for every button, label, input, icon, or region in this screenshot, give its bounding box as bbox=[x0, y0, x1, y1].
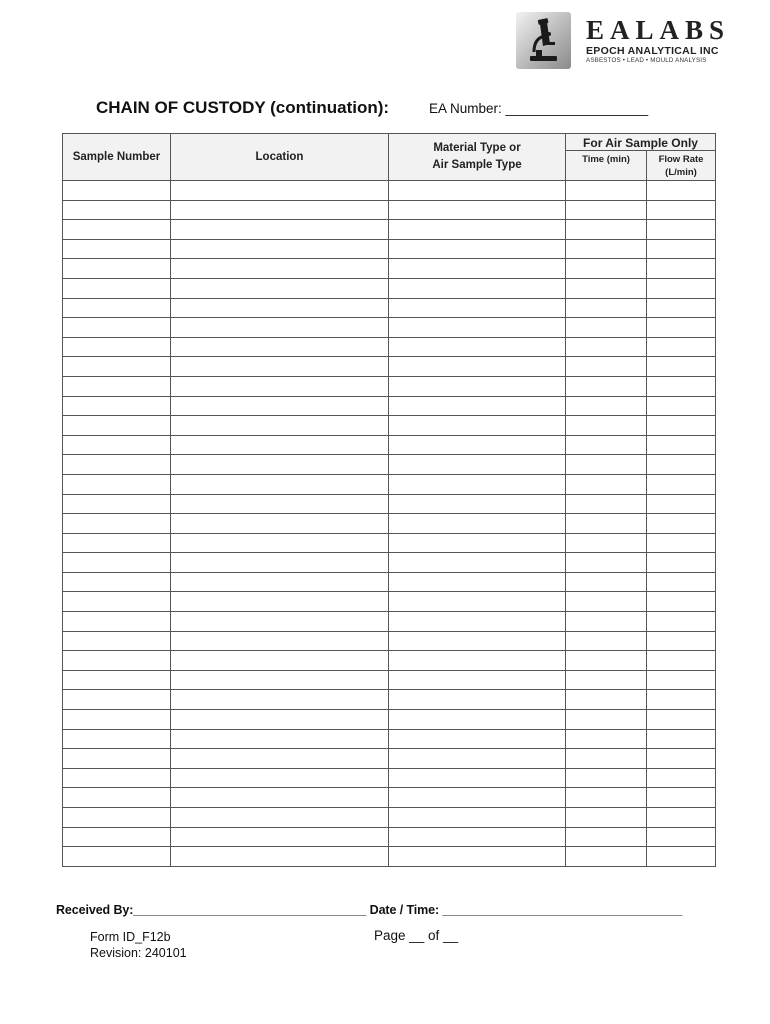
chain-of-custody-table bbox=[62, 133, 716, 867]
sample-number-cell[interactable] bbox=[63, 729, 171, 749]
location-cell[interactable] bbox=[171, 749, 389, 769]
sample-number-cell[interactable] bbox=[63, 259, 171, 279]
flow-rate-cell[interactable] bbox=[647, 788, 716, 808]
sample-number-cell[interactable] bbox=[63, 572, 171, 592]
flow-rate-cell[interactable] bbox=[647, 827, 716, 847]
material-type-cell[interactable] bbox=[389, 670, 566, 690]
material-type-cell[interactable] bbox=[389, 357, 566, 377]
sample-number-cell[interactable] bbox=[63, 631, 171, 651]
flow-rate-cell[interactable] bbox=[647, 298, 716, 318]
flow-rate-cell[interactable] bbox=[647, 729, 716, 749]
time-cell[interactable] bbox=[566, 376, 647, 396]
flow-rate-cell[interactable] bbox=[647, 631, 716, 651]
table-row bbox=[63, 592, 716, 612]
material-type-cell[interactable] bbox=[389, 474, 566, 494]
material-type-cell[interactable] bbox=[389, 533, 566, 553]
sample-number-cell[interactable] bbox=[63, 553, 171, 573]
location-cell[interactable] bbox=[171, 416, 389, 436]
flow-rate-cell[interactable] bbox=[647, 710, 716, 730]
flow-rate-cell[interactable] bbox=[647, 612, 716, 632]
location-cell[interactable] bbox=[171, 357, 389, 377]
sample-number-cell[interactable] bbox=[63, 749, 171, 769]
received-by-line[interactable]: Received By:__________________________________ Date / Time: ___________________________________ bbox=[56, 903, 683, 917]
time-cell[interactable] bbox=[566, 670, 647, 690]
header-location: Location bbox=[171, 134, 389, 181]
location-cell[interactable] bbox=[171, 768, 389, 788]
flow-rate-cell[interactable] bbox=[647, 592, 716, 612]
flow-rate-cell[interactable] bbox=[647, 768, 716, 788]
location-cell[interactable] bbox=[171, 631, 389, 651]
table-row bbox=[63, 200, 716, 220]
location-cell[interactable] bbox=[171, 239, 389, 259]
sample-number-cell[interactable] bbox=[63, 337, 171, 357]
location-cell[interactable] bbox=[171, 220, 389, 240]
flow-rate-cell[interactable] bbox=[647, 278, 716, 298]
sample-number-cell[interactable] bbox=[63, 612, 171, 632]
table-row bbox=[63, 690, 716, 710]
table-row bbox=[63, 827, 716, 847]
table-row bbox=[63, 357, 716, 377]
flow-rate-cell[interactable] bbox=[647, 455, 716, 475]
flow-rate-cell[interactable] bbox=[647, 220, 716, 240]
table-row bbox=[63, 278, 716, 298]
sample-number-cell[interactable] bbox=[63, 533, 171, 553]
location-cell[interactable] bbox=[171, 847, 389, 867]
location-cell[interactable] bbox=[171, 337, 389, 357]
table-row bbox=[63, 553, 716, 573]
sample-number-cell[interactable] bbox=[63, 181, 171, 201]
table-row bbox=[63, 455, 716, 475]
table-row bbox=[63, 396, 716, 416]
location-cell[interactable] bbox=[171, 318, 389, 338]
table-row bbox=[63, 808, 716, 828]
time-cell[interactable] bbox=[566, 808, 647, 828]
page-number: Page __ of __ bbox=[374, 928, 459, 943]
time-cell[interactable] bbox=[566, 553, 647, 573]
time-cell[interactable] bbox=[566, 259, 647, 279]
location-cell[interactable] bbox=[171, 435, 389, 455]
sample-number-cell[interactable] bbox=[63, 670, 171, 690]
header-time: Time (min) bbox=[566, 151, 647, 181]
material-type-cell[interactable] bbox=[389, 768, 566, 788]
time-cell[interactable] bbox=[566, 337, 647, 357]
table-row bbox=[63, 729, 716, 749]
material-type-cell[interactable] bbox=[389, 710, 566, 730]
sample-number-cell[interactable] bbox=[63, 239, 171, 259]
flow-rate-cell[interactable] bbox=[647, 572, 716, 592]
flow-rate-cell[interactable] bbox=[647, 357, 716, 377]
location-cell[interactable] bbox=[171, 278, 389, 298]
material-type-cell[interactable] bbox=[389, 827, 566, 847]
material-type-cell[interactable] bbox=[389, 572, 566, 592]
flow-rate-cell[interactable] bbox=[647, 435, 716, 455]
header-flow-rate-line2: (L/min) bbox=[665, 167, 697, 178]
table-row bbox=[63, 612, 716, 632]
flow-rate-cell[interactable] bbox=[647, 376, 716, 396]
time-cell[interactable] bbox=[566, 631, 647, 651]
time-cell[interactable] bbox=[566, 514, 647, 534]
location-cell[interactable] bbox=[171, 474, 389, 494]
flow-rate-cell[interactable] bbox=[647, 533, 716, 553]
flow-rate-cell[interactable] bbox=[647, 239, 716, 259]
time-cell[interactable] bbox=[566, 592, 647, 612]
material-type-cell[interactable] bbox=[389, 435, 566, 455]
time-cell[interactable] bbox=[566, 357, 647, 377]
flow-rate-cell[interactable] bbox=[647, 847, 716, 867]
material-type-cell[interactable] bbox=[389, 318, 566, 338]
location-cell[interactable] bbox=[171, 533, 389, 553]
table-row bbox=[63, 514, 716, 534]
header-flow-rate bbox=[647, 151, 716, 181]
time-cell[interactable] bbox=[566, 710, 647, 730]
microscope-icon bbox=[516, 12, 571, 69]
sample-number-cell[interactable] bbox=[63, 847, 171, 867]
header-material-type bbox=[389, 134, 566, 181]
location-cell[interactable] bbox=[171, 181, 389, 201]
sample-number-cell[interactable] bbox=[63, 318, 171, 338]
flow-rate-cell[interactable] bbox=[647, 749, 716, 769]
sample-number-cell[interactable] bbox=[63, 494, 171, 514]
header-air-sample-group: For Air Sample Only bbox=[566, 134, 716, 151]
sample-number-cell[interactable] bbox=[63, 514, 171, 534]
table-row bbox=[63, 651, 716, 671]
time-cell[interactable] bbox=[566, 318, 647, 338]
time-cell[interactable] bbox=[566, 768, 647, 788]
material-type-cell[interactable] bbox=[389, 181, 566, 201]
table-row bbox=[63, 768, 716, 788]
location-cell[interactable] bbox=[171, 455, 389, 475]
time-cell[interactable] bbox=[566, 749, 647, 769]
material-type-cell[interactable] bbox=[389, 847, 566, 867]
sample-number-cell[interactable] bbox=[63, 474, 171, 494]
sample-number-cell[interactable] bbox=[63, 278, 171, 298]
time-cell[interactable] bbox=[566, 827, 647, 847]
sample-number-cell[interactable] bbox=[63, 710, 171, 730]
flow-rate-cell[interactable] bbox=[647, 396, 716, 416]
table-row bbox=[63, 239, 716, 259]
time-cell[interactable] bbox=[566, 651, 647, 671]
table-row bbox=[63, 749, 716, 769]
flow-rate-cell[interactable] bbox=[647, 337, 716, 357]
table-row bbox=[63, 572, 716, 592]
time-cell[interactable] bbox=[566, 239, 647, 259]
table-row bbox=[63, 220, 716, 240]
time-cell[interactable] bbox=[566, 416, 647, 436]
sample-number-cell[interactable] bbox=[63, 768, 171, 788]
material-type-cell[interactable] bbox=[389, 200, 566, 220]
sample-number-cell[interactable] bbox=[63, 455, 171, 475]
material-type-cell[interactable] bbox=[389, 220, 566, 240]
material-type-cell[interactable] bbox=[389, 788, 566, 808]
time-cell[interactable] bbox=[566, 278, 647, 298]
time-cell[interactable] bbox=[566, 533, 647, 553]
table-row bbox=[63, 494, 716, 514]
sample-number-cell[interactable] bbox=[63, 396, 171, 416]
form-id: Form ID_F12b bbox=[90, 930, 171, 944]
sample-number-cell[interactable] bbox=[63, 827, 171, 847]
company-tagline: ASBESTOS • LEAD • MOULD ANALYSIS bbox=[586, 57, 707, 64]
time-cell[interactable] bbox=[566, 729, 647, 749]
time-cell[interactable] bbox=[566, 690, 647, 710]
flow-rate-cell[interactable] bbox=[647, 474, 716, 494]
sample-number-cell[interactable] bbox=[63, 298, 171, 318]
table-row bbox=[63, 710, 716, 730]
location-cell[interactable] bbox=[171, 651, 389, 671]
material-type-cell[interactable] bbox=[389, 749, 566, 769]
flow-rate-cell[interactable] bbox=[647, 651, 716, 671]
sample-number-cell[interactable] bbox=[63, 200, 171, 220]
flow-rate-cell[interactable] bbox=[647, 514, 716, 534]
sample-number-cell[interactable] bbox=[63, 651, 171, 671]
time-cell[interactable] bbox=[566, 788, 647, 808]
table-row bbox=[63, 435, 716, 455]
material-type-cell[interactable] bbox=[389, 494, 566, 514]
header-material-type-line1: Material Type or bbox=[433, 142, 521, 154]
sample-number-cell[interactable] bbox=[63, 435, 171, 455]
time-cell[interactable] bbox=[566, 455, 647, 475]
location-cell[interactable] bbox=[171, 612, 389, 632]
material-type-cell[interactable] bbox=[389, 239, 566, 259]
table-row bbox=[63, 318, 716, 338]
sample-number-cell[interactable] bbox=[63, 376, 171, 396]
table-row bbox=[63, 337, 716, 357]
logo-name: EALABS bbox=[586, 15, 731, 45]
time-cell[interactable] bbox=[566, 494, 647, 514]
sample-number-cell[interactable] bbox=[63, 357, 171, 377]
time-cell[interactable] bbox=[566, 474, 647, 494]
location-cell[interactable] bbox=[171, 553, 389, 573]
location-cell[interactable] bbox=[171, 710, 389, 730]
location-cell[interactable] bbox=[171, 788, 389, 808]
table-row bbox=[63, 416, 716, 436]
location-cell[interactable] bbox=[171, 200, 389, 220]
time-cell[interactable] bbox=[566, 396, 647, 416]
sample-number-cell[interactable] bbox=[63, 808, 171, 828]
time-cell[interactable] bbox=[566, 612, 647, 632]
location-cell[interactable] bbox=[171, 729, 389, 749]
table-row bbox=[63, 181, 716, 201]
company-name: EPOCH ANALYTICAL INC bbox=[586, 45, 719, 57]
header-material-type-line2: Air Sample Type bbox=[432, 159, 522, 171]
material-type-cell[interactable] bbox=[389, 278, 566, 298]
material-type-cell[interactable] bbox=[389, 631, 566, 651]
location-cell[interactable] bbox=[171, 690, 389, 710]
material-type-cell[interactable] bbox=[389, 259, 566, 279]
table-row bbox=[63, 631, 716, 651]
sample-number-cell[interactable] bbox=[63, 592, 171, 612]
material-type-cell[interactable] bbox=[389, 298, 566, 318]
table-row bbox=[63, 788, 716, 808]
location-cell[interactable] bbox=[171, 376, 389, 396]
location-cell[interactable] bbox=[171, 827, 389, 847]
flow-rate-cell[interactable] bbox=[647, 690, 716, 710]
flow-rate-cell[interactable] bbox=[647, 318, 716, 338]
page-title: CHAIN OF CUSTODY (continuation): bbox=[96, 98, 390, 117]
sample-number-cell[interactable] bbox=[63, 788, 171, 808]
ea-number-field[interactable]: EA Number: ___________________ bbox=[429, 101, 649, 116]
flow-rate-cell[interactable] bbox=[647, 808, 716, 828]
flow-rate-cell[interactable] bbox=[647, 416, 716, 436]
time-cell[interactable] bbox=[566, 847, 647, 867]
time-cell[interactable] bbox=[566, 435, 647, 455]
time-cell[interactable] bbox=[566, 572, 647, 592]
material-type-cell[interactable] bbox=[389, 651, 566, 671]
material-type-cell[interactable] bbox=[389, 376, 566, 396]
time-cell[interactable] bbox=[566, 200, 647, 220]
flow-rate-cell[interactable] bbox=[647, 200, 716, 220]
location-cell[interactable] bbox=[171, 259, 389, 279]
material-type-cell[interactable] bbox=[389, 592, 566, 612]
location-cell[interactable] bbox=[171, 396, 389, 416]
location-cell[interactable] bbox=[171, 494, 389, 514]
table-row bbox=[63, 376, 716, 396]
flow-rate-cell[interactable] bbox=[647, 670, 716, 690]
time-cell[interactable] bbox=[566, 220, 647, 240]
material-type-cell[interactable] bbox=[389, 690, 566, 710]
material-type-cell[interactable] bbox=[389, 396, 566, 416]
flow-rate-cell[interactable] bbox=[647, 494, 716, 514]
table-row bbox=[63, 847, 716, 867]
material-type-cell[interactable] bbox=[389, 808, 566, 828]
material-type-cell[interactable] bbox=[389, 553, 566, 573]
location-cell[interactable] bbox=[171, 298, 389, 318]
logo-mark bbox=[516, 12, 571, 69]
table-row bbox=[63, 298, 716, 318]
table-row bbox=[63, 533, 716, 553]
location-cell[interactable] bbox=[171, 670, 389, 690]
location-cell[interactable] bbox=[171, 572, 389, 592]
sample-number-cell[interactable] bbox=[63, 690, 171, 710]
time-cell[interactable] bbox=[566, 298, 647, 318]
table-row bbox=[63, 474, 716, 494]
location-cell[interactable] bbox=[171, 808, 389, 828]
table-body bbox=[63, 181, 716, 867]
header-sample-number: Sample Number bbox=[63, 134, 171, 181]
revision: Revision: 240101 bbox=[90, 946, 187, 960]
flow-rate-cell[interactable] bbox=[647, 259, 716, 279]
material-type-cell[interactable] bbox=[389, 337, 566, 357]
location-cell[interactable] bbox=[171, 514, 389, 534]
table-row bbox=[63, 259, 716, 279]
flow-rate-cell[interactable] bbox=[647, 181, 716, 201]
material-type-cell[interactable] bbox=[389, 416, 566, 436]
location-cell[interactable] bbox=[171, 592, 389, 612]
material-type-cell[interactable] bbox=[389, 455, 566, 475]
header-flow-rate-line1: Flow Rate bbox=[658, 154, 704, 165]
flow-rate-cell[interactable] bbox=[647, 553, 716, 573]
sample-number-cell[interactable] bbox=[63, 416, 171, 436]
material-type-cell[interactable] bbox=[389, 514, 566, 534]
sample-number-cell[interactable] bbox=[63, 220, 171, 240]
time-cell[interactable] bbox=[566, 181, 647, 201]
material-type-cell[interactable] bbox=[389, 612, 566, 632]
table-row bbox=[63, 670, 716, 690]
material-type-cell[interactable] bbox=[389, 729, 566, 749]
